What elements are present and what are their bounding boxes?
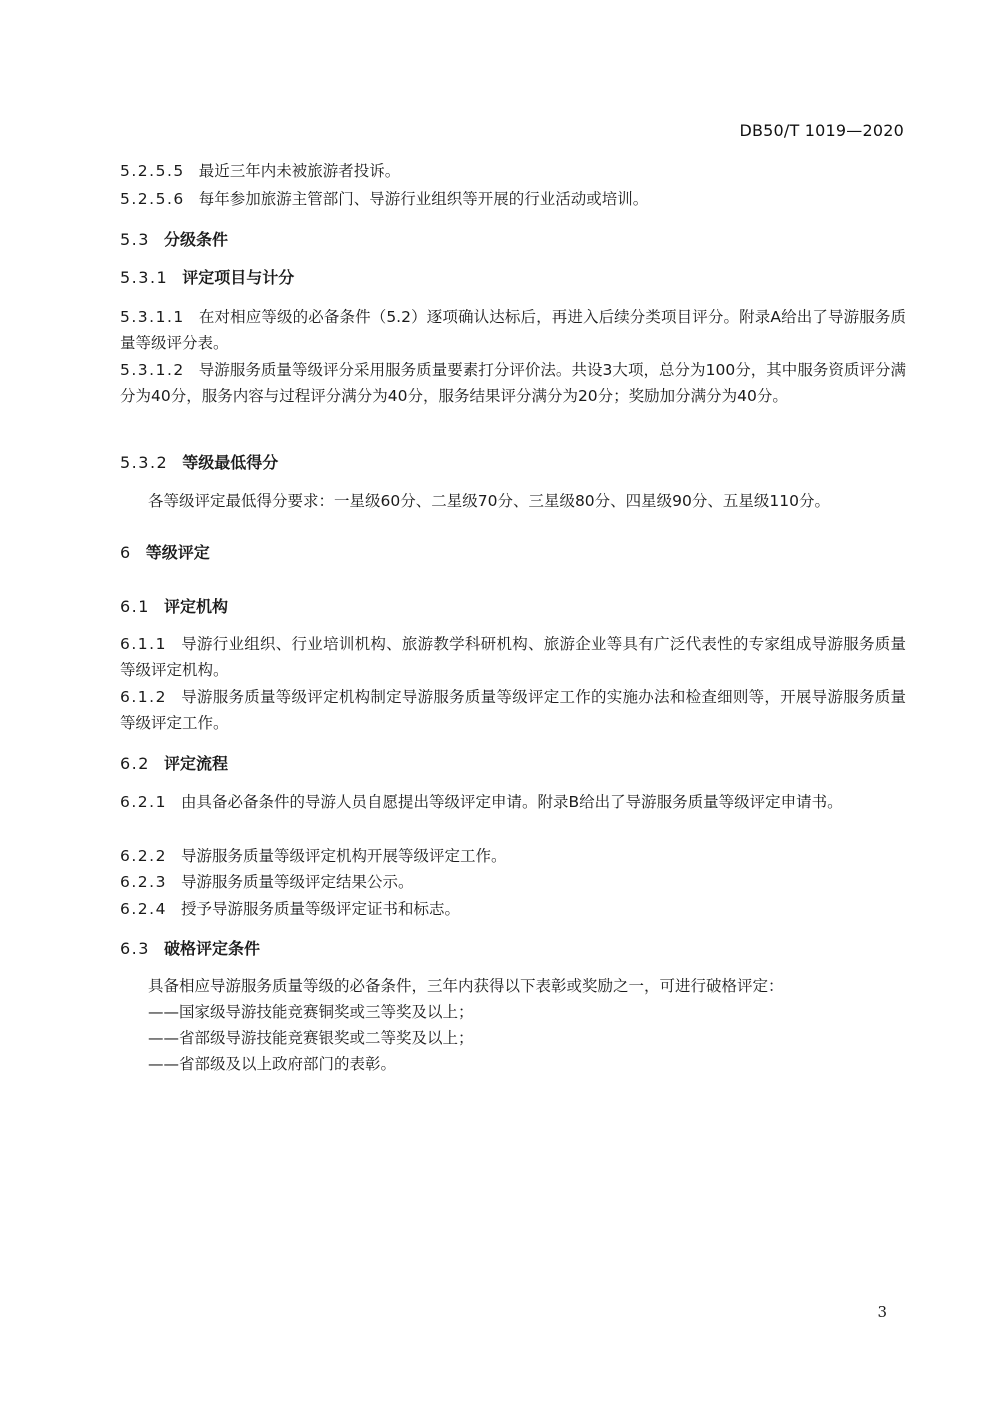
heading-number: 6.3 [120, 939, 150, 958]
clause-number: 5.2.5.5 [120, 162, 185, 180]
clause-number: 5.3.1.2 [120, 361, 185, 379]
clause-number: 6.1.2 [120, 688, 167, 706]
paragraph-5-3-2: 各等级评定最低得分要求：一星级60分、二星级70分、三星级80分、四星级90分、五星级110分。 [148, 492, 830, 510]
heading-text: 等级最低得分 [182, 453, 279, 472]
heading-number: 5.3.2 [120, 453, 169, 472]
clause-number: 6.2.1 [120, 793, 167, 811]
clause-number: 6.2.3 [120, 873, 167, 891]
standard-code: DB50/T 1019—2020 [739, 121, 904, 140]
heading-text: 评定项目与计分 [182, 268, 295, 287]
heading-6-2 [120, 751, 910, 777]
heading-number: 6.2 [120, 754, 150, 773]
clause-text: 导游行业组织、行业培训机构、旅游教学科研机构、旅游企业等具有广泛代表性的专家组成导游服务质量等级评定机构。 [120, 635, 906, 679]
clause-6-1-1 [120, 632, 906, 683]
heading-text: 等级评定 [145, 543, 210, 562]
clause-number: 5.2.5.6 [120, 190, 185, 208]
list-item-government-commendation: ——省部级及以上政府部门的表彰。 [148, 1055, 397, 1073]
clause-text: 导游服务质量等级评定机构开展等级评定工作。 [180, 847, 507, 865]
heading-5-3-2 [120, 450, 910, 476]
heading-number: 6 [120, 543, 132, 562]
list-item-national-award: ——国家级导游技能竞赛铜奖或三等奖及以上； [148, 1003, 474, 1021]
clause-text: 授予导游服务质量等级评定证书和标志。 [180, 900, 460, 918]
heading-text: 破格评定条件 [163, 939, 260, 958]
clause-5-2-5-5 [120, 158, 910, 184]
clause-number: 5.3.1.1 [120, 308, 185, 326]
list-item-provincial-award: ——省部级导游技能竞赛银奖或二等奖及以上； [148, 1029, 474, 1047]
clause-5-2-5-6 [120, 186, 910, 212]
clause-number: 6.2.2 [120, 847, 167, 865]
clause-6-2-1 [120, 790, 906, 816]
heading-number: 5.3.1 [120, 268, 169, 287]
clause-text: 导游服务质量等级评定结果公示。 [180, 873, 414, 891]
heading-6-3 [120, 936, 910, 962]
clause-text: 最近三年内未被旅游者投诉。 [198, 162, 401, 180]
heading-number: 5.3 [120, 230, 150, 249]
heading-text: 评定流程 [163, 754, 228, 773]
heading-5-3-1 [120, 265, 910, 291]
clause-text: 每年参加旅游主管部门、导游行业组织等开展的行业活动或培训。 [198, 190, 649, 208]
clause-6-1-2 [120, 685, 906, 736]
paragraph-6-3: 具备相应导游服务质量等级的必备条件，三年内获得以下表彰或奖励之一，可进行破格评定： [148, 977, 784, 995]
heading-number: 6.1 [120, 597, 150, 616]
clause-text: 在对相应等级的必备条件（5.2）逐项确认达标后，再进入后续分类项目评分。附录A给出了导游服务质量等级评分表。 [120, 308, 906, 352]
clause-5-3-1-1 [120, 305, 906, 356]
heading-text: 评定机构 [163, 597, 228, 616]
heading-6-1 [120, 594, 910, 620]
page-number: 3 [877, 1303, 887, 1321]
clause-6-2-3 [120, 869, 910, 895]
heading-6 [120, 540, 910, 566]
clause-text: 导游服务质量等级评分采用服务质量要素打分评价法。共设3大项，总分为100分，其中服务资质评分满分为40分，服务内容与过程评分满分为40分，服务结果评分满分为20分；奖励加分满分为40分。 [120, 361, 906, 405]
clause-text: 导游服务质量等级评定机构制定导游服务质量等级评定工作的实施办法和检查细则等，开展导游服务质量等级评定工作。 [120, 688, 906, 732]
clause-text: 由具备必备条件的导游人员自愿提出等级评定申请。附录B给出了导游服务质量等级评定申请书。 [180, 793, 843, 811]
clause-number: 6.1.1 [120, 635, 167, 653]
heading-5-3 [120, 227, 910, 253]
clause-5-3-1-2 [120, 358, 906, 409]
clause-6-2-2 [120, 843, 910, 869]
clause-6-2-4 [120, 896, 910, 922]
clause-number: 6.2.4 [120, 900, 167, 918]
heading-text: 分级条件 [163, 230, 228, 249]
